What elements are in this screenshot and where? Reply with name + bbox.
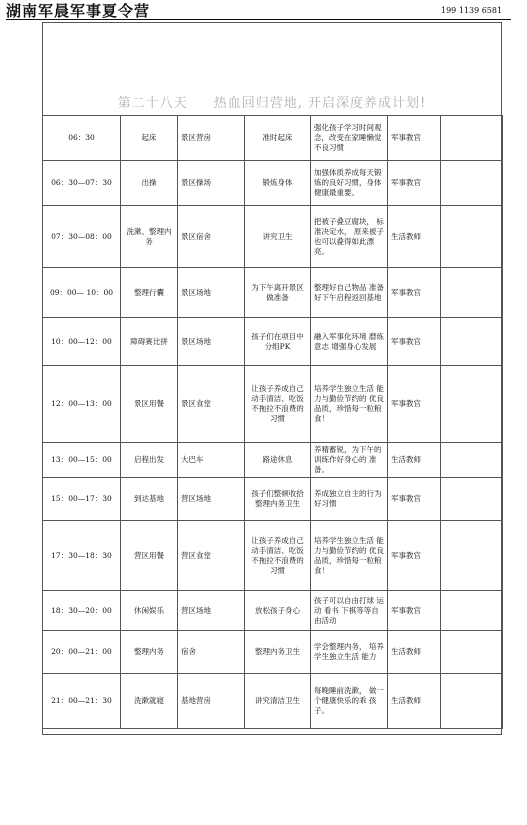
staff-cell: 军事教官 [388, 318, 441, 366]
time-cell: 06：30 [43, 116, 121, 161]
description-cell: 培养学生独立生活 能力与勤俭节约的 优良品质，珍惜每一粒粮食！ [311, 521, 388, 591]
activity-cell: 休闲娱乐 [121, 591, 178, 631]
staff-cell: 军事教官 [388, 521, 441, 591]
note-cell [441, 631, 503, 674]
time-cell: 20：00—21：00 [43, 631, 121, 674]
note-cell [441, 318, 503, 366]
note-cell [441, 268, 503, 318]
location-cell: 营区食堂 [178, 521, 245, 591]
goal-cell: 孩子们整顿收拾 整理内务卫生 [245, 478, 311, 521]
activity-cell: 出操 [121, 161, 178, 206]
table-row [43, 443, 503, 478]
goal-cell: 讲究清洁卫生 [245, 674, 311, 729]
staff-cell: 生活教师 [388, 631, 441, 674]
note-cell [441, 161, 503, 206]
table-row [43, 206, 503, 268]
location-cell: 宿舍 [178, 631, 245, 674]
note-cell [441, 366, 503, 443]
location-cell: 景区场地 [178, 318, 245, 366]
goal-cell: 整理内务卫生 [245, 631, 311, 674]
description-cell: 加强体质养成每天锻炼的良好习惯，身体健康最重要。 [311, 161, 388, 206]
location-cell: 景区场地 [178, 268, 245, 318]
staff-cell: 军事教官 [388, 591, 441, 631]
table-row [43, 116, 503, 161]
time-cell: 06：30—07：30 [43, 161, 121, 206]
activity-cell: 整理内务 [121, 631, 178, 674]
description-cell: 把被子叠豆腐块， 标准决定水， 原来被子也可以叠得如此漂亮。 [311, 206, 388, 268]
goal-cell: 为下午离开景区做准备 [245, 268, 311, 318]
note-cell [441, 478, 503, 521]
schedule-table [42, 115, 503, 729]
header-divider [6, 19, 511, 20]
time-cell: 07：30—08：00 [43, 206, 121, 268]
goal-cell: 孩子们在项目中分组PK [245, 318, 311, 366]
staff-cell: 生活教师 [388, 443, 441, 478]
note-cell [441, 116, 503, 161]
time-cell: 10：00—12：00 [43, 318, 121, 366]
description-cell: 强化孩子学习时间观念，改变在家睡懒觉不良习惯 [311, 116, 388, 161]
goal-cell: 锻炼身体 [245, 161, 311, 206]
staff-cell: 军事教官 [388, 161, 441, 206]
location-cell: 基地营房 [178, 674, 245, 729]
goal-cell: 放松孩子身心 [245, 591, 311, 631]
banner-slogan: 热血回归营地, 开启深度养成计划! [213, 96, 427, 111]
time-cell: 12：00—13：00 [43, 366, 121, 443]
day-banner [43, 92, 501, 111]
table-row [43, 521, 503, 591]
note-cell [441, 591, 503, 631]
schedule-body [43, 116, 503, 729]
goal-cell: 准时起床 [245, 116, 311, 161]
description-cell: 学会整理内务， 培养学生独立生活 能力 [311, 631, 388, 674]
time-cell: 17：30—18：30 [43, 521, 121, 591]
description-cell: 整理好自己物品 准备好下午启程返回基地 [311, 268, 388, 318]
table-row [43, 674, 503, 729]
activity-cell: 障碍赛比拼 [121, 318, 178, 366]
activity-cell: 启程出发 [121, 443, 178, 478]
description-cell: 养成独立自主的行为好习惯 [311, 478, 388, 521]
staff-cell: 军事教官 [388, 116, 441, 161]
time-cell: 09：00— 10：00 [43, 268, 121, 318]
activity-cell: 到达基地 [121, 478, 178, 521]
time-cell: 15：00—17：30 [43, 478, 121, 521]
staff-cell: 生活教师 [388, 674, 441, 729]
activity-cell: 景区用餐 [121, 366, 178, 443]
activity-cell: 起床 [121, 116, 178, 161]
description-cell: 融入军事化环境 磨炼意志 增强身心发展 [311, 318, 388, 366]
location-cell: 营区场地 [178, 478, 245, 521]
location-cell: 景区宿舍 [178, 206, 245, 268]
goal-cell: 让孩子养成自己动手清洁、吃饭不拖拉不浪费的习惯 [245, 366, 311, 443]
location-cell: 景区营房 [178, 116, 245, 161]
description-cell: 培养学生独立生活 能力与勤俭节约的 优良品质，珍惜每一粒粮食！ [311, 366, 388, 443]
table-row [43, 631, 503, 674]
goal-cell: 路途休息 [245, 443, 311, 478]
staff-cell: 军事教官 [388, 478, 441, 521]
table-row [43, 478, 503, 521]
phone-number: 199 1139 6581 [441, 6, 503, 15]
note-cell [441, 206, 503, 268]
goal-cell: 让孩子养成自己动手清洁、吃饭不拖拉不浪费的习惯 [245, 521, 311, 591]
staff-cell: 军事教官 [388, 366, 441, 443]
location-cell: 营区场地 [178, 591, 245, 631]
table-row [43, 366, 503, 443]
table-row [43, 591, 503, 631]
page-title: 湖南军晨军事夏令营 [6, 2, 151, 20]
location-cell: 景区食堂 [178, 366, 245, 443]
table-row [43, 318, 503, 366]
staff-cell: 生活教师 [388, 206, 441, 268]
location-cell: 景区操场 [178, 161, 245, 206]
goal-cell: 讲究卫生 [245, 206, 311, 268]
banner-day: 第二十八天 [117, 96, 188, 111]
activity-cell: 整理行囊 [121, 268, 178, 318]
table-row [43, 268, 503, 318]
activity-cell: 洗漱就寝 [121, 674, 178, 729]
time-cell: 13：00—15：00 [43, 443, 121, 478]
note-cell [441, 674, 503, 729]
time-cell: 21：00—21：30 [43, 674, 121, 729]
note-cell [441, 521, 503, 591]
description-cell: 养精蓄锐，为下午的训练作好身心的 准备。 [311, 443, 388, 478]
description-cell: 每晚睡前洗漱， 做一个健康快乐的乖 孩子。 [311, 674, 388, 729]
table-row [43, 161, 503, 206]
activity-cell: 营区用餐 [121, 521, 178, 591]
activity-cell: 洗漱、整理内务 [121, 206, 178, 268]
note-cell [441, 443, 503, 478]
location-cell: 大巴车 [178, 443, 245, 478]
staff-cell: 军事教官 [388, 268, 441, 318]
time-cell: 18：30—20：00 [43, 591, 121, 631]
description-cell: 孩子可以自由打球 运动 看书 下棋等等自由活动 [311, 591, 388, 631]
